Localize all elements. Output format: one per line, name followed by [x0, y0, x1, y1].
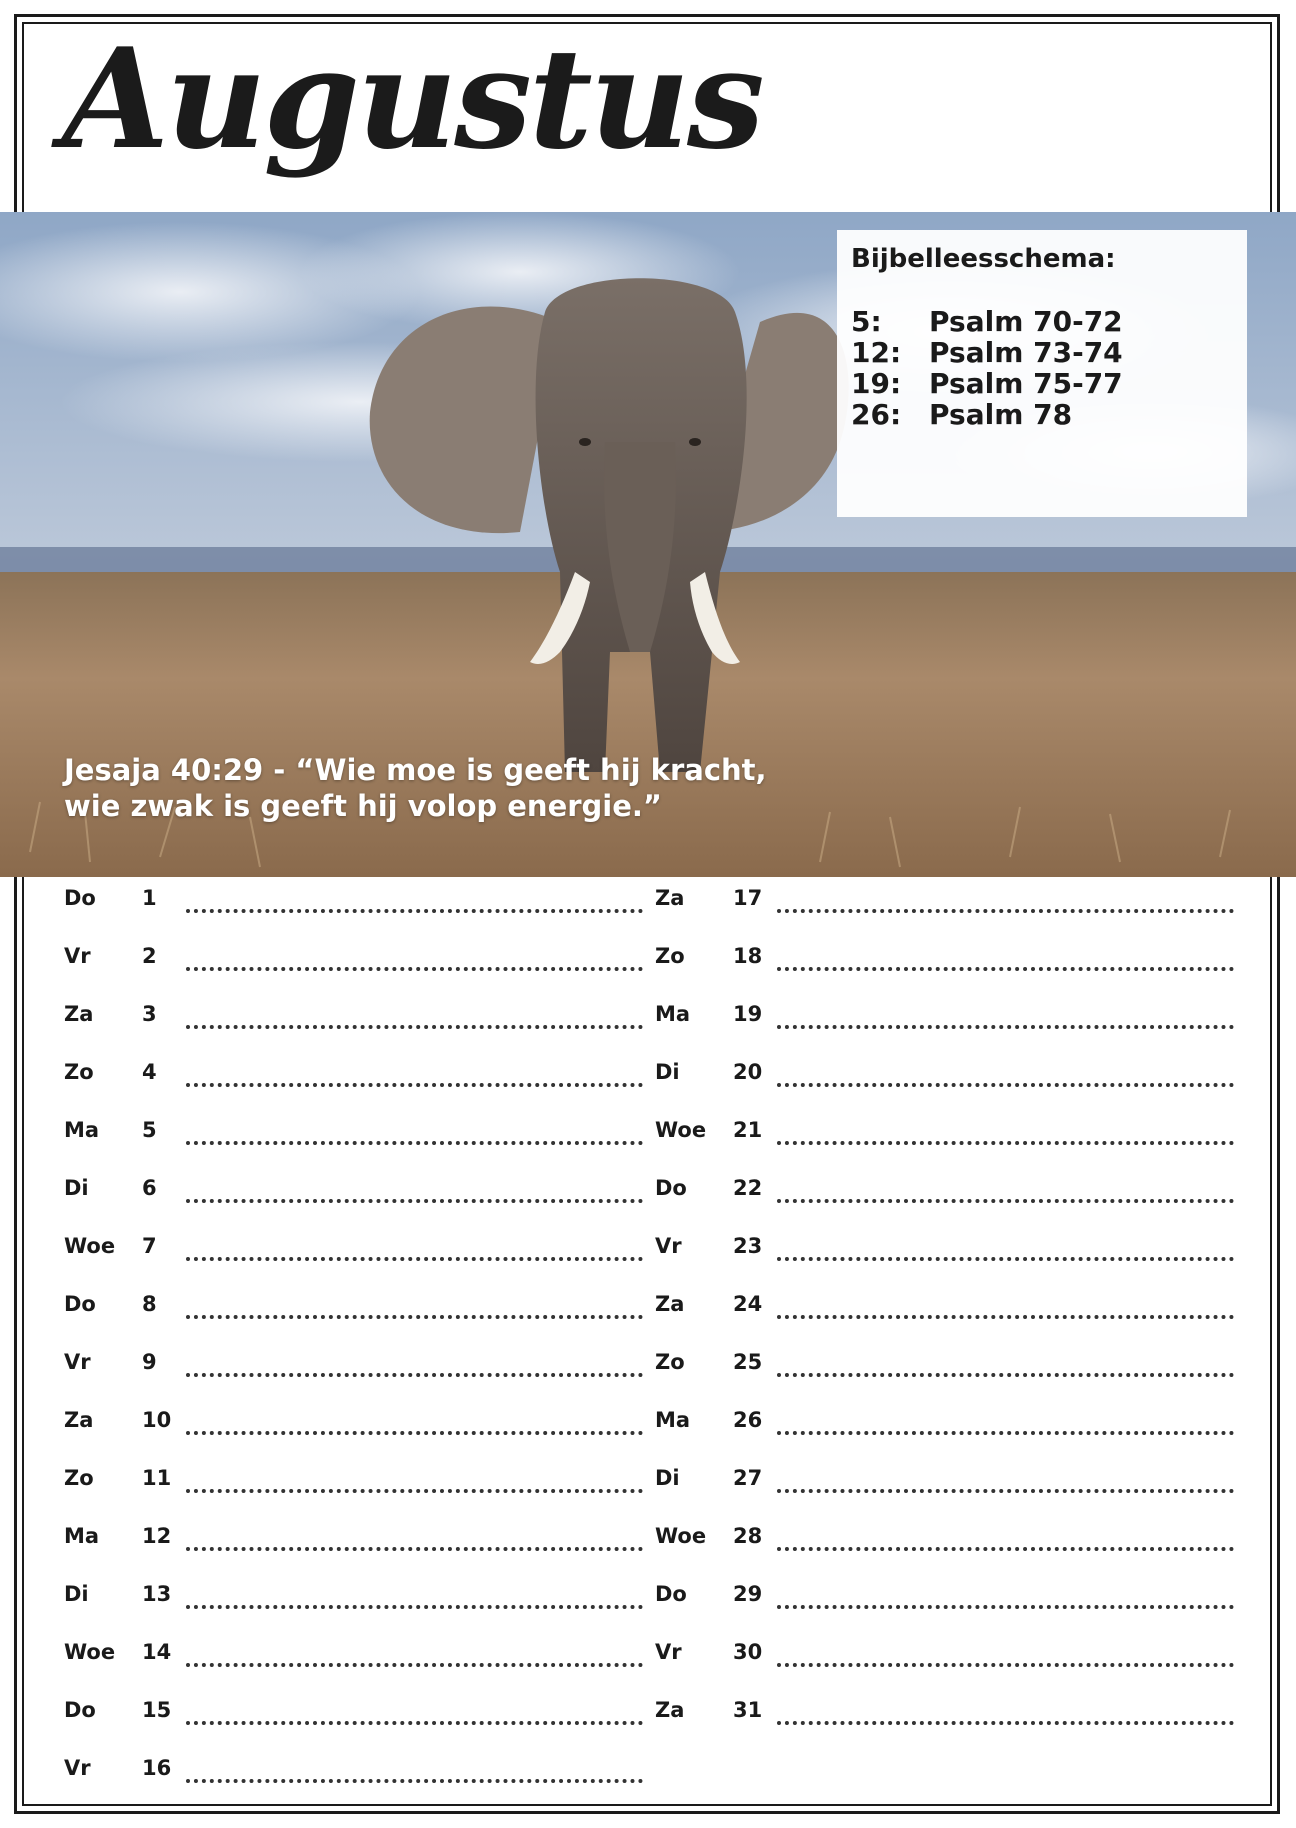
day-number: 22	[733, 1176, 763, 1200]
reading-day: 5:	[851, 305, 882, 338]
calendar-day-row	[62, 936, 642, 994]
verse-line-2: wie zwak is geeft hij volop energie.”	[64, 789, 662, 823]
day-number: 29	[733, 1582, 763, 1606]
calendar-day-row	[653, 1284, 1233, 1342]
note-dotted-line[interactable]	[777, 1663, 1234, 1667]
calendar-column-right	[653, 878, 1233, 1748]
weekday-label: Vr	[655, 1234, 682, 1258]
note-dotted-line[interactable]	[777, 1547, 1234, 1551]
weekday-label: Za	[655, 886, 685, 910]
weekday-label: Vr	[64, 1756, 91, 1780]
weekday-label: Woe	[655, 1524, 707, 1548]
day-number: 20	[733, 1060, 763, 1084]
calendar-day-row	[653, 878, 1233, 936]
calendar-day-row	[62, 1110, 642, 1168]
note-dotted-line[interactable]	[186, 1547, 643, 1551]
day-number: 6	[142, 1176, 157, 1200]
note-dotted-line[interactable]	[777, 1199, 1234, 1203]
reading-item	[851, 399, 1233, 430]
note-dotted-line[interactable]	[186, 1141, 643, 1145]
day-number: 18	[733, 944, 763, 968]
day-number: 8	[142, 1292, 157, 1316]
note-dotted-line[interactable]	[186, 1779, 643, 1783]
note-dotted-line[interactable]	[777, 909, 1234, 913]
note-dotted-line[interactable]	[186, 909, 643, 913]
weekday-label: Di	[64, 1176, 89, 1200]
day-number: 27	[733, 1466, 763, 1490]
note-dotted-line[interactable]	[186, 1315, 643, 1319]
weekday-label: Za	[64, 1408, 94, 1432]
weekday-label: Vr	[655, 1640, 682, 1664]
calendar-day-row	[653, 1342, 1233, 1400]
weekday-label: Za	[655, 1292, 685, 1316]
calendar-day-row	[653, 936, 1233, 994]
weekday-label: Di	[655, 1060, 680, 1084]
reading-text: Psalm 78	[929, 398, 1073, 431]
calendar-day-row	[62, 1342, 642, 1400]
weekday-label: Ma	[64, 1524, 100, 1548]
day-number: 1	[142, 886, 157, 910]
day-number: 30	[733, 1640, 763, 1664]
calendar-day-row	[62, 994, 642, 1052]
reading-day: 12:	[851, 336, 902, 369]
weekday-label: Za	[655, 1698, 685, 1722]
calendar-day-row	[62, 1052, 642, 1110]
reading-text: Psalm 75-77	[929, 367, 1123, 400]
weekday-label: Do	[64, 1698, 96, 1722]
reading-item	[851, 368, 1233, 399]
reading-item	[851, 306, 1233, 337]
weekday-label: Do	[655, 1176, 687, 1200]
weekday-label: Do	[655, 1582, 687, 1606]
note-dotted-line[interactable]	[777, 1141, 1234, 1145]
day-number: 28	[733, 1524, 763, 1548]
note-dotted-line[interactable]	[777, 1083, 1234, 1087]
weekday-label: Di	[64, 1582, 89, 1606]
day-number: 11	[142, 1466, 172, 1490]
reading-schedule-box	[837, 230, 1247, 517]
day-number: 10	[142, 1408, 172, 1432]
note-dotted-line[interactable]	[186, 1431, 643, 1435]
calendar-day-row	[62, 1226, 642, 1284]
day-number: 3	[142, 1002, 157, 1026]
reading-day: 26:	[851, 398, 902, 431]
calendar-day-row	[653, 1226, 1233, 1284]
day-number: 17	[733, 886, 763, 910]
note-dotted-line[interactable]	[777, 1721, 1234, 1725]
calendar-day-row	[653, 1168, 1233, 1226]
weekday-label: Do	[64, 1292, 96, 1316]
note-dotted-line[interactable]	[186, 1489, 643, 1493]
note-dotted-line[interactable]	[777, 1605, 1234, 1609]
day-number: 15	[142, 1698, 172, 1722]
day-number: 31	[733, 1698, 763, 1722]
weekday-label: Zo	[64, 1466, 94, 1490]
calendar-day-row	[653, 1052, 1233, 1110]
weekday-label: Woe	[655, 1118, 707, 1142]
weekday-label: Do	[64, 886, 96, 910]
calendar-day-row	[62, 1400, 642, 1458]
reading-text: Psalm 73-74	[929, 336, 1123, 369]
day-number: 14	[142, 1640, 172, 1664]
note-dotted-line[interactable]	[777, 1257, 1234, 1261]
note-dotted-line[interactable]	[186, 1025, 643, 1029]
day-number: 2	[142, 944, 157, 968]
weekday-label: Vr	[64, 944, 91, 968]
calendar-day-row	[653, 1110, 1233, 1168]
weekday-label: Zo	[64, 1060, 94, 1084]
note-dotted-line[interactable]	[186, 1257, 643, 1261]
note-dotted-line[interactable]	[186, 1605, 643, 1609]
day-number: 24	[733, 1292, 763, 1316]
day-number: 16	[142, 1756, 172, 1780]
calendar-day-row	[62, 1690, 642, 1748]
note-dotted-line[interactable]	[186, 967, 643, 971]
day-number: 5	[142, 1118, 157, 1142]
weekday-label: Di	[655, 1466, 680, 1490]
weekday-label: Vr	[64, 1350, 91, 1374]
weekday-label: Woe	[64, 1640, 116, 1664]
note-dotted-line[interactable]	[777, 1489, 1234, 1493]
day-number: 4	[142, 1060, 157, 1084]
calendar-day-row	[653, 1458, 1233, 1516]
note-dotted-line[interactable]	[777, 967, 1234, 971]
note-dotted-line[interactable]	[777, 1025, 1234, 1029]
weekday-label: Ma	[655, 1408, 691, 1432]
day-number: 23	[733, 1234, 763, 1258]
note-dotted-line[interactable]	[777, 1431, 1234, 1435]
day-number: 12	[142, 1524, 172, 1548]
day-number: 7	[142, 1234, 157, 1258]
note-dotted-line[interactable]	[186, 1083, 643, 1087]
reading-item	[851, 337, 1233, 368]
bible-verse	[64, 752, 884, 824]
calendar-day-row	[62, 1748, 642, 1806]
day-number: 19	[733, 1002, 763, 1026]
calendar-column-left	[62, 878, 642, 1806]
calendar-day-row	[653, 1574, 1233, 1632]
calendar-day-row	[653, 1690, 1233, 1748]
day-number: 21	[733, 1118, 763, 1142]
weekday-label: Za	[64, 1002, 94, 1026]
verse-line-1: Jesaja 40:29 - “Wie moe is geeft hij kracht,	[64, 753, 767, 787]
calendar-day-row	[653, 994, 1233, 1052]
weekday-label: Ma	[655, 1002, 691, 1026]
note-dotted-line[interactable]	[186, 1663, 643, 1667]
note-dotted-line[interactable]	[186, 1373, 643, 1377]
note-dotted-line[interactable]	[186, 1199, 643, 1203]
calendar-day-row	[62, 1632, 642, 1690]
calendar-day-row	[62, 1574, 642, 1632]
calendar-day-row	[62, 1516, 642, 1574]
reading-text: Psalm 70-72	[929, 305, 1123, 338]
calendar-day-row	[653, 1632, 1233, 1690]
note-dotted-line[interactable]	[777, 1315, 1234, 1319]
reading-schedule-title: Bijbelleesschema:	[851, 244, 1116, 274]
weekday-label: Woe	[64, 1234, 116, 1258]
reading-day: 19:	[851, 367, 902, 400]
weekday-label: Zo	[655, 944, 685, 968]
note-dotted-line[interactable]	[186, 1721, 643, 1725]
day-number: 13	[142, 1582, 172, 1606]
weekday-label: Ma	[64, 1118, 100, 1142]
calendar-day-row	[62, 878, 642, 936]
day-number: 26	[733, 1408, 763, 1432]
weekday-label: Zo	[655, 1350, 685, 1374]
calendar-day-row	[62, 1284, 642, 1342]
note-dotted-line[interactable]	[777, 1373, 1234, 1377]
calendar-day-row	[653, 1516, 1233, 1574]
day-number: 25	[733, 1350, 763, 1374]
calendar-day-row	[62, 1168, 642, 1226]
calendar-day-row	[62, 1458, 642, 1516]
calendar-day-row	[653, 1400, 1233, 1458]
day-number: 9	[142, 1350, 157, 1374]
month-title: Augustus	[62, 17, 762, 180]
